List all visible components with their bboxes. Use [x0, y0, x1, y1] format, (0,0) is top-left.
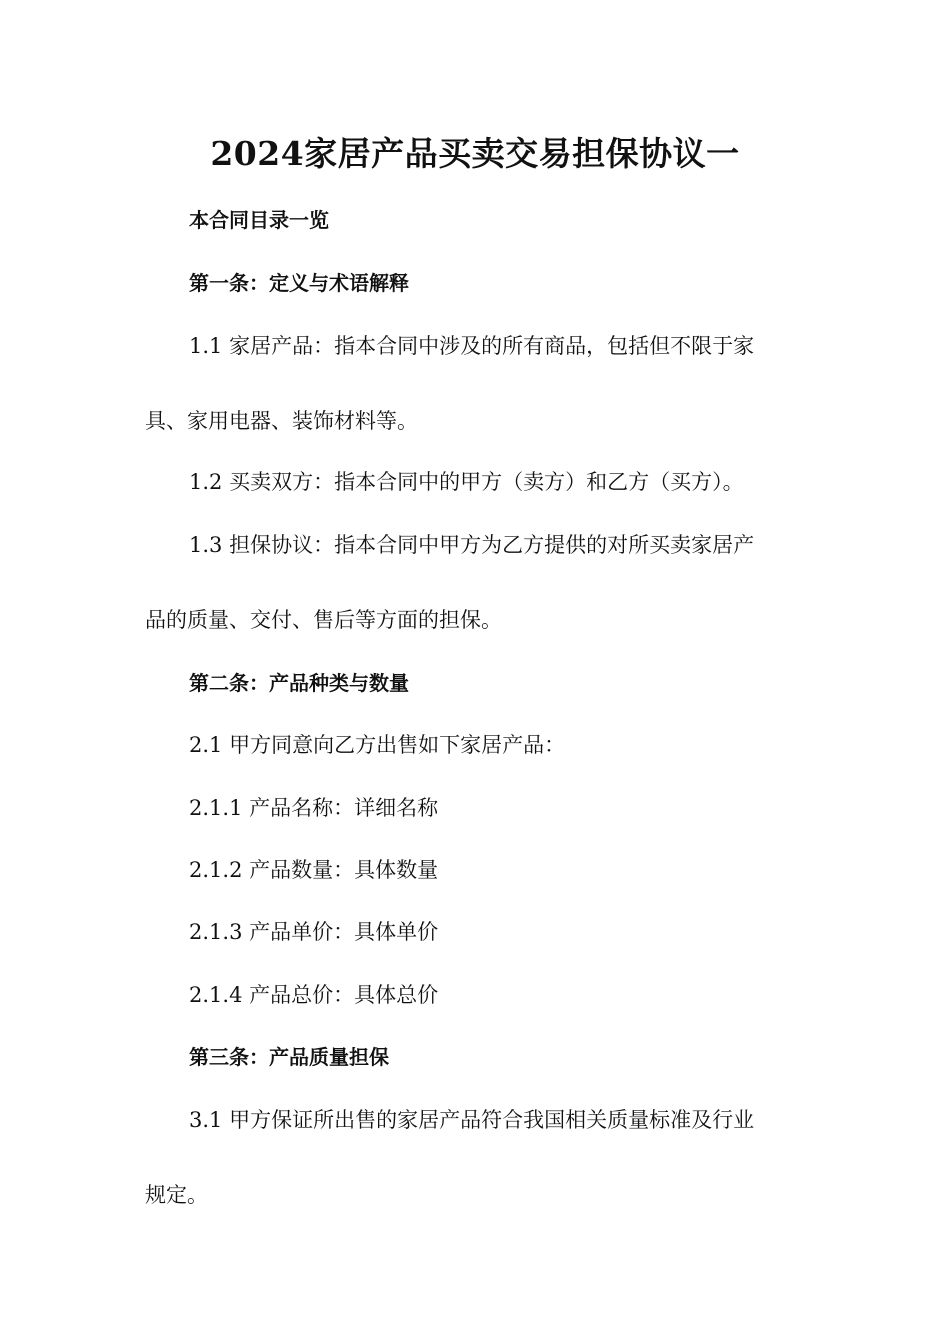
toc-heading: 本合同目录一览 [189, 208, 329, 232]
clause-2-1-1: 2.1.1 产品名称：详细名称 [189, 796, 439, 820]
clause-1-1-line-1: 1.1 家居产品：指本合同中涉及的所有商品，包括但不限于家 [189, 334, 755, 358]
clause-2-1-2: 2.1.2 产品数量：具体数量 [189, 858, 439, 882]
article-1-heading: 第一条：定义与术语解释 [189, 271, 409, 295]
clause-3-1-line-1: 3.1 甲方保证所出售的家居产品符合我国相关质量标准及行业 [189, 1108, 755, 1132]
clause-1-3-line-2: 品的质量、交付、售后等方面的担保。 [145, 608, 502, 632]
clause-2-1-4: 2.1.4 产品总价：具体总价 [189, 983, 439, 1007]
clause-1-3-line-1: 1.3 担保协议：指本合同中甲方为乙方提供的对所买卖家居产 [189, 533, 755, 557]
document-title: 2024家居产品买卖交易担保协议一 [210, 134, 740, 173]
clause-3-1-line-2: 规定。 [145, 1183, 208, 1207]
clause-1-2: 1.2 买卖双方：指本合同中的甲方（卖方）和乙方（买方）。 [189, 470, 744, 494]
article-2-heading: 第二条：产品种类与数量 [189, 671, 409, 695]
clause-2-1: 2.1 甲方同意向乙方出售如下家居产品： [189, 733, 566, 757]
clause-1-1-line-2: 具、家用电器、装饰材料等。 [145, 409, 418, 433]
article-3-heading: 第三条：产品质量担保 [189, 1045, 389, 1069]
clause-2-1-3: 2.1.3 产品单价：具体单价 [189, 920, 439, 944]
